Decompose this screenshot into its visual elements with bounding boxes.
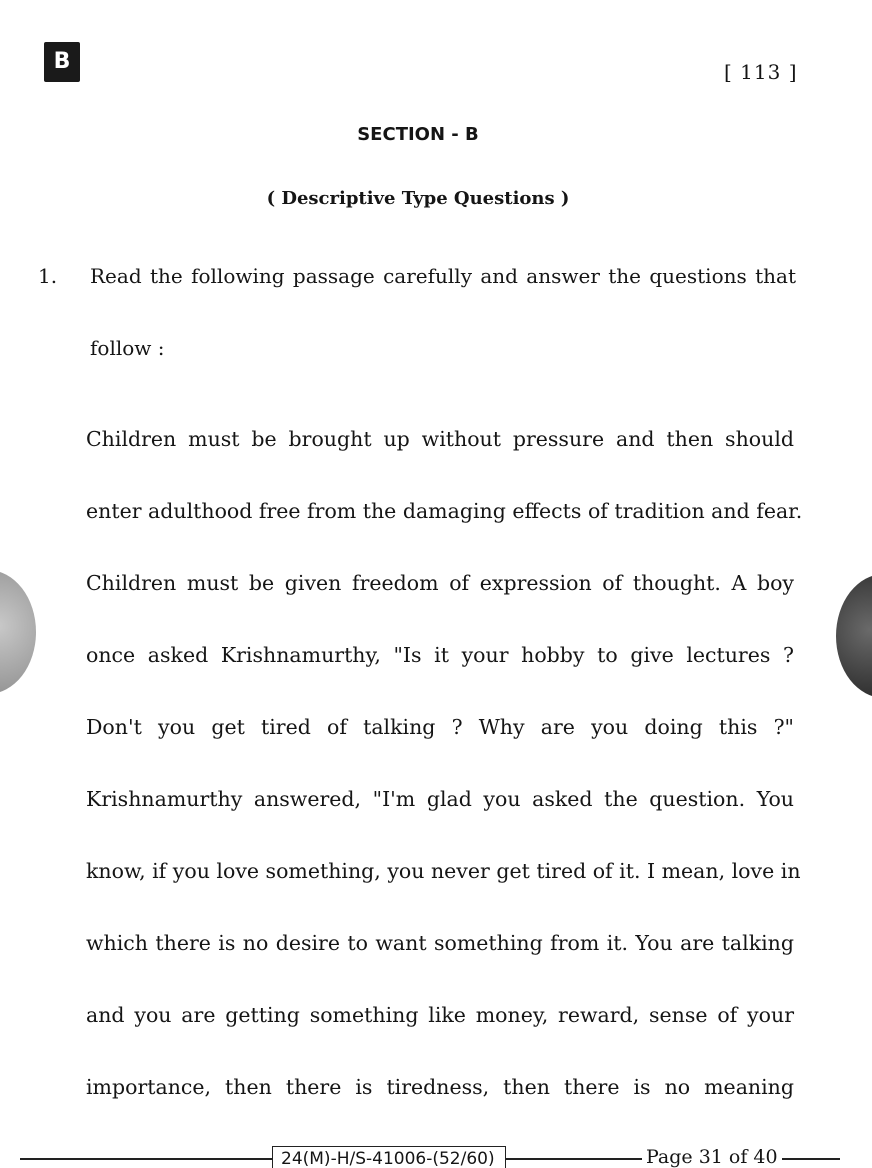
binder-hole-right <box>836 574 872 698</box>
passage-line: Children must be brought up without pressure and then should <box>86 427 794 451</box>
question-instruction-line: follow : <box>90 336 165 360</box>
paper-id: 24(M)-H/S-41006-(52/60) <box>272 1146 506 1168</box>
section-subtitle: ( Descriptive Type Questions ) <box>266 188 570 209</box>
page-number: Page 31 of 40 <box>642 1146 782 1168</box>
question-instruction-line: Read the following passage carefully and answer the questions that <box>90 264 796 288</box>
passage-line: and you are getting something like money, reward, sense of your <box>86 1003 794 1027</box>
set-badge: B <box>44 42 80 82</box>
passage-line: once asked Krishnamurthy, "Is it your hobby to give lectures ? <box>86 643 794 667</box>
passage-line: know, if you love something, you never get tired of it. I mean, love in <box>86 859 801 883</box>
passage-line: Krishnamurthy answered, "I'm glad you asked the question. You <box>86 787 794 811</box>
passage-line: importance, then there is tiredness, then there is no meaning <box>86 1075 794 1099</box>
question-number: 1. <box>38 264 58 288</box>
passage <box>86 420 803 1140</box>
passage-line: which there is no desire to want something from it. You are talking <box>86 931 794 955</box>
passage-line: Don't you get tired of talking ? Why are you doing this ?" <box>86 715 794 739</box>
paper-code: [ 113 ] <box>724 60 798 84</box>
binder-hole-left <box>0 570 36 694</box>
passage-line: Children must be given freedom of expression of thought. A boy <box>86 571 794 595</box>
passage-line: enter adulthood free from the damaging effects of tradition and fear. <box>86 499 803 523</box>
section-title: SECTION - B <box>357 124 479 145</box>
